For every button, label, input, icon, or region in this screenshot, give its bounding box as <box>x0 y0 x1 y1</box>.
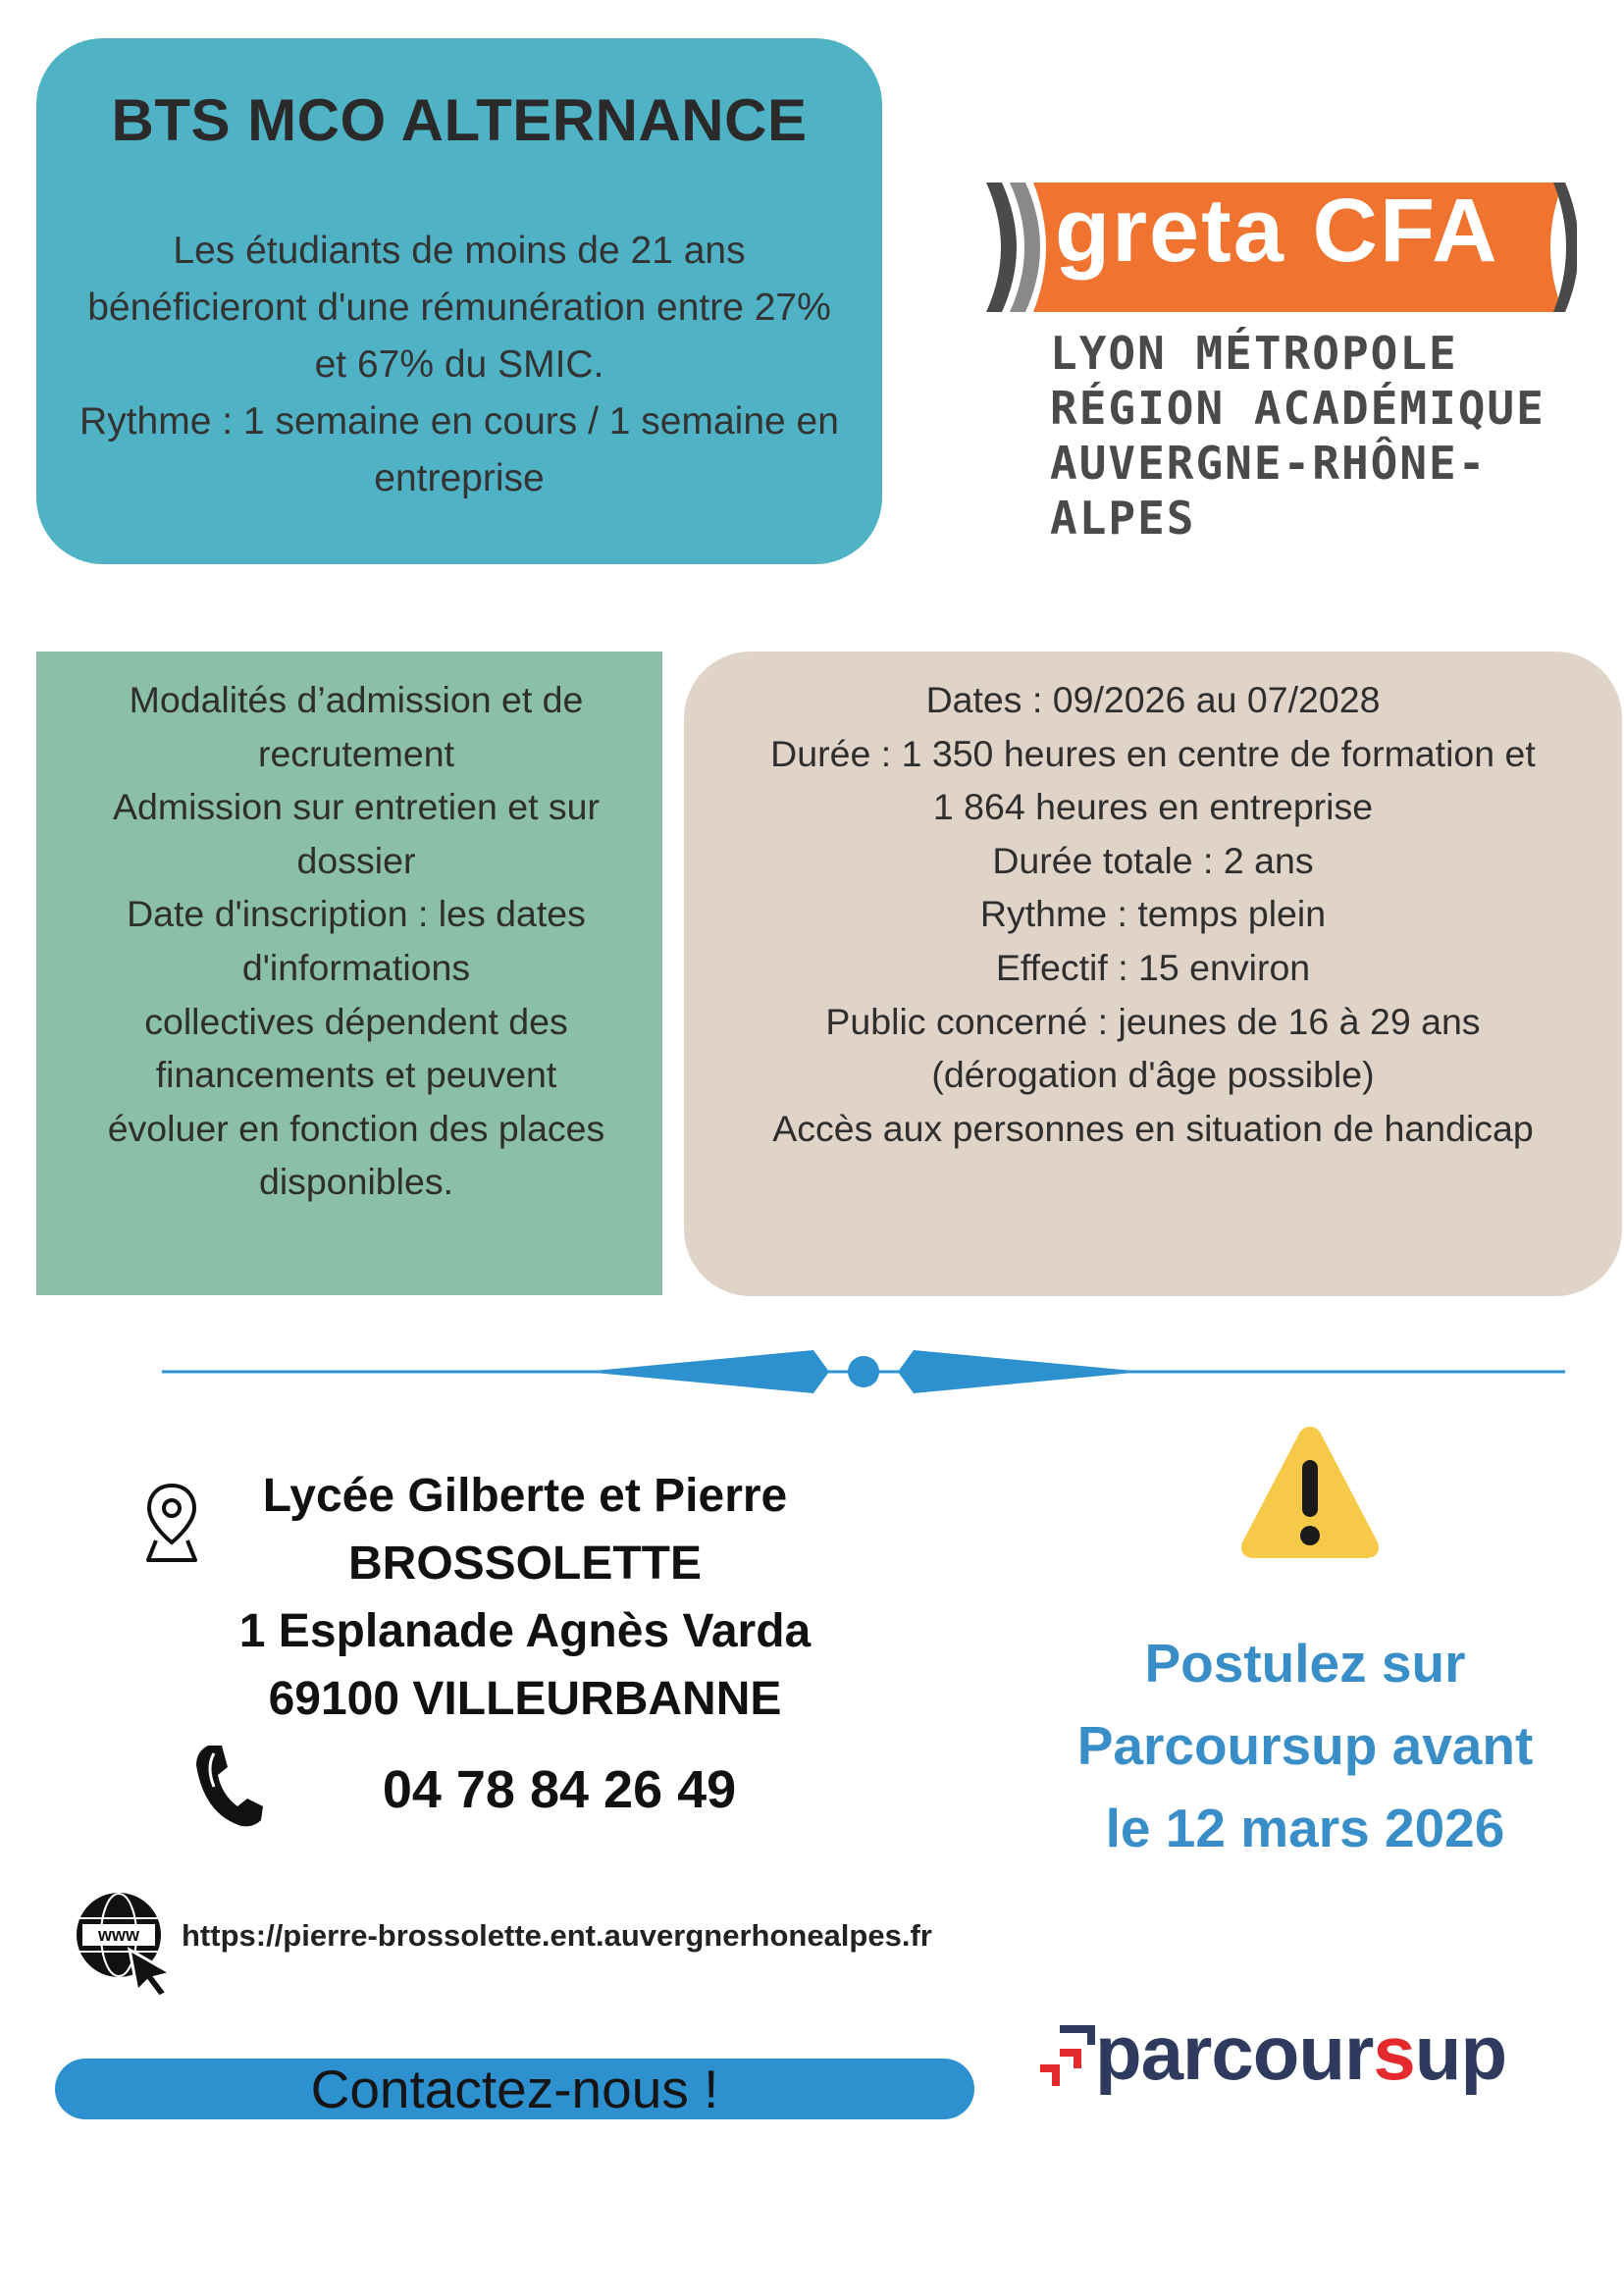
address-line: 1 Esplanade Agnès Varda <box>238 1605 812 1657</box>
admission-line: financements et peuvent <box>155 1054 557 1096</box>
intro-line: bénéficieront d'une rémunération entre 27% <box>87 287 831 329</box>
apply-line: le 12 mars 2026 <box>1105 1798 1505 1858</box>
details-line: Rythme : temps plein <box>979 893 1327 935</box>
address-line: BROSSOLETTE <box>347 1538 703 1590</box>
admission-line: collectives dépendent des <box>144 1000 568 1042</box>
greta-logo-subtitle <box>1050 326 1624 546</box>
www-globe-icon <box>73 1889 175 1999</box>
admission-text <box>51 673 661 1209</box>
details-line: Durée : 1 350 heures en centre de formation et <box>770 732 1536 774</box>
details-line: Accès aux personnes en situation de handicap <box>772 1107 1534 1149</box>
admission-line: disponibles. <box>258 1161 454 1203</box>
admission-line: dossier <box>296 839 416 881</box>
logo-line: AUVERGNE-RHÔNE-ALPES <box>1050 437 1488 545</box>
details-line: Durée totale : 2 ans <box>992 839 1314 881</box>
parcoursup-logo-text-end: up <box>1414 2009 1507 2096</box>
details-text <box>684 673 1622 1155</box>
apply-message <box>1021 1622 1590 1869</box>
logo-line: RÉGION ACADÉMIQUE <box>1050 382 1545 435</box>
contact-button-label[interactable]: Contactez-nous ! <box>310 2059 719 2119</box>
intro-line: Les étudiants de moins de 21 ans <box>173 230 746 272</box>
intro-line: Rythme : 1 semaine en cours / 1 semaine en <box>79 400 839 443</box>
parcoursup-logo-accent: s <box>1373 2009 1415 2096</box>
details-line: Effectif : 15 environ <box>995 946 1311 988</box>
parcoursup-arrow-icon <box>1036 2023 1095 2092</box>
details-line: (dérogation d'âge possible) <box>931 1054 1375 1096</box>
admission-line: Date d'inscription : les dates <box>127 893 586 935</box>
www-label: www <box>97 1925 140 1945</box>
admission-line: évoluer en fonction des places <box>107 1107 605 1149</box>
details-line: Public concerné : jeunes de 16 à 29 ans <box>825 1000 1481 1042</box>
parcoursup-logo <box>1095 2009 1506 2097</box>
page-title: BTS MCO ALTERNANCE <box>111 87 808 153</box>
phone-number[interactable]: 04 78 84 26 49 <box>382 1760 737 1819</box>
location-pin-icon <box>144 1482 199 1564</box>
warning-icon <box>1236 1421 1384 1562</box>
phone-icon <box>192 1742 267 1830</box>
address-line: Lycée Gilberte et Pierre <box>262 1470 788 1522</box>
admission-line: recrutement <box>257 732 455 774</box>
admission-line: Modalités d’admission et de <box>129 679 584 720</box>
address-block <box>196 1462 854 1733</box>
address-line: 69100 VILLEURBANNE <box>268 1673 782 1725</box>
logo-line: LYON MÉTROPOLE <box>1050 327 1458 380</box>
intro-line: et 67% du SMIC. <box>314 343 604 386</box>
apply-line: Postulez sur <box>1144 1633 1466 1694</box>
details-line: 1 864 heures en entreprise <box>932 786 1374 828</box>
parcoursup-logo-text: parcour <box>1095 2009 1374 2096</box>
admission-line: d'informations <box>241 946 471 988</box>
details-line: Dates : 09/2026 au 07/2028 <box>925 679 1381 720</box>
website-link[interactable]: https://pierre-brossolette.ent.auvergnerhonealpes.fr <box>182 1918 932 1953</box>
apply-line: Parcoursup avant <box>1076 1715 1534 1776</box>
intro-line: entreprise <box>374 457 545 499</box>
greta-brand-text: greta CFA <box>1055 181 1499 281</box>
admission-line: Admission sur entretien et sur <box>112 786 601 828</box>
section-divider <box>162 1346 1565 1397</box>
intro-text <box>46 223 872 507</box>
